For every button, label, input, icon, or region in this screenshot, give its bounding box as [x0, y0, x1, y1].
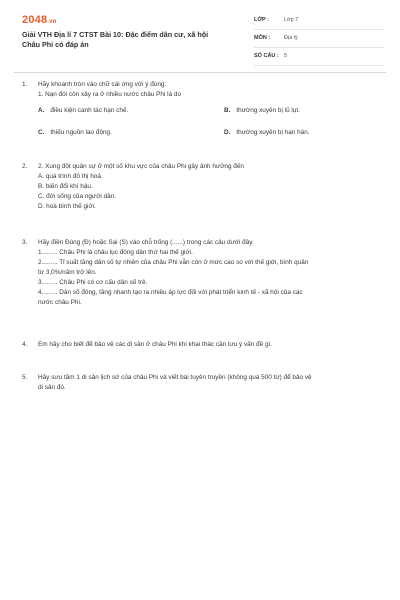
meta-count-row	[254, 51, 384, 66]
answer-options	[38, 106, 376, 134]
meta-subject-value: Địa lý	[284, 35, 298, 41]
question-line: nước châu Phi.	[38, 299, 82, 306]
meta-count-label: SỐ CÂU :	[254, 53, 279, 59]
meta-class-label: LỚP :	[254, 17, 269, 23]
question-line: di sản đó.	[38, 384, 66, 391]
question-line: 1......... Châu Phi là châu lục đông dân thứ hai thế giới.	[38, 249, 193, 256]
option-d[interactable]: D. thường xuyên bị hạn hán.	[224, 129, 310, 136]
option-b[interactable]: B. thường xuyên bị lũ lụt.	[224, 107, 300, 114]
option-a[interactable]: A. điều kiện canh tác hạn chế.	[38, 107, 129, 114]
question-body	[38, 373, 376, 393]
question-line: 1. Nạn đói còn xảy ra ở nhiều nước châu Phi là do	[38, 91, 182, 98]
question-line: Hãy sưu tầm 1 di sản lịch sử của châu Phi và viết bài tuyên truyền (không quá 500 từ) để bảo vệ	[38, 374, 312, 381]
question-line: từ 3,0%/năm trở lên.	[38, 269, 97, 276]
question-number: 1.	[22, 81, 28, 88]
title-line-1: Giải VTH Địa lí 7 CTST Bài 10: Đặc điểm dân cư, xã hội	[22, 30, 209, 39]
logo-text: 2048	[22, 14, 48, 26]
question-body	[38, 162, 376, 212]
meta-subject-row	[254, 33, 384, 48]
question-line: Em hãy cho biết để bảo vệ các di sản ở châu Phi khi khai thác cần lưu ý vấn đề gì.	[38, 341, 273, 348]
question-number: 5.	[22, 374, 28, 381]
option-c[interactable]: C. thiếu nguồn lao động.	[38, 129, 112, 136]
site-logo[interactable]	[22, 14, 57, 26]
meta-class-value: Lớp 7	[284, 17, 299, 23]
question-line: 2. Xung đột quân sự ở một số khu vực của châu Phi gây ảnh hưởng đến	[38, 163, 244, 170]
question-body	[38, 340, 376, 350]
title-line-2: Châu Phi có đáp án	[22, 40, 89, 49]
meta-subject-label: MÔN :	[254, 35, 271, 41]
question-line: Hãy khoanh tròn vào chữ cái ứng với ý đúng:	[38, 81, 167, 88]
header-divider	[14, 72, 386, 73]
question-line: 3......... Châu Phi có cơ cấu dân số trẻ.	[38, 279, 148, 286]
question-line: B. biến đổi khí hậu.	[38, 183, 93, 190]
meta-info	[254, 15, 384, 69]
document-header	[16, 12, 384, 76]
question-number: 3.	[22, 239, 28, 246]
question-line: A. quá trình đô thị hoá.	[38, 173, 103, 180]
question-line: C. đời sống của người dân.	[38, 193, 117, 200]
question-body	[38, 80, 376, 134]
question-line: D. hoà bình thế giới.	[38, 203, 96, 210]
document-title	[22, 30, 242, 50]
meta-count-value: 5	[284, 53, 288, 59]
question-number: 4.	[22, 341, 28, 348]
question-line: 2......... Tỉ suất tăng dân số tự nhiên của châu Phi vẫn còn ở mức cao so với thế giới, bình quân	[38, 259, 309, 266]
question-body	[38, 238, 376, 308]
logo-suffix: .vn	[47, 19, 57, 25]
question-line: Hãy điền Đúng (Đ) hoặc Sai (S) vào chỗ trống (......) trong các câu dưới đây.	[38, 239, 254, 246]
question-number: 2.	[22, 163, 28, 170]
question-line: 4......... Dân số đông, tăng nhanh tạo ra nhiều áp lực đối với phát triển kinh tế - xã hội của các	[38, 289, 303, 296]
meta-class-row	[254, 15, 384, 30]
